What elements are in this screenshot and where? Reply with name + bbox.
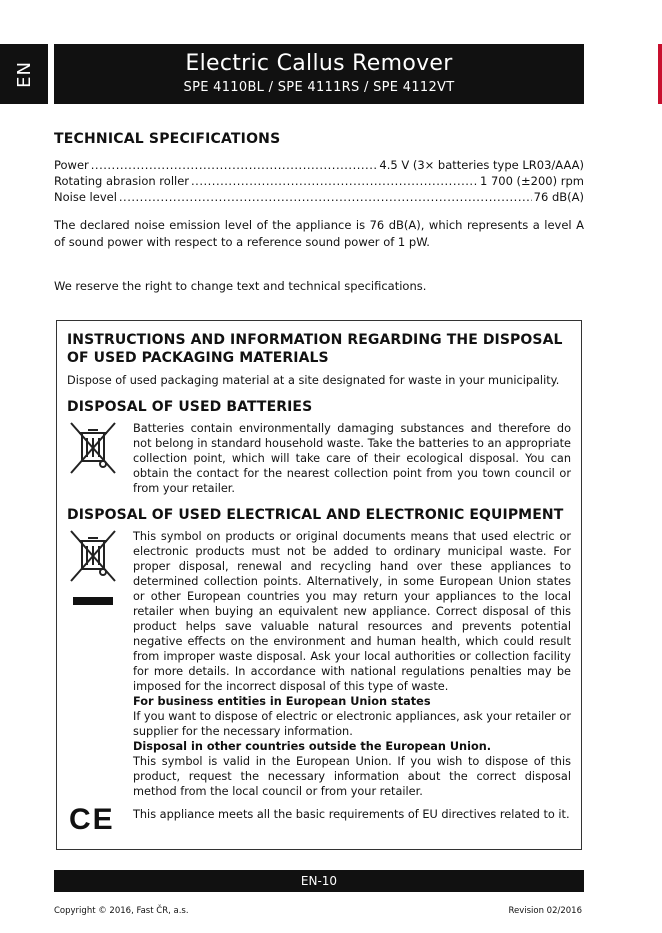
leader-dots <box>119 190 532 204</box>
weee-text: This symbol on products or original documents means that used electric or electronic products must not be added to ordinary municipal waste. For proper disposal, renewal and recycling hand over these appliances to determined collection points. Alternatively, in some European Union states or other European countries you may return your appliances to the local retailer when buying an equivalent new appliance. Correct disposal of this product helps save valuable natural resources and prevents potential negative effects on the environment and human health, which could result from improper waste disposal. Ask your local authorities or collection facility for more details. In accordance with national regulations penalties may be imposed for the incorrect disposal of this type of waste. <box>133 530 571 693</box>
batteries-text: Batteries contain environmentally damaging substances and therefore do not belong in standard household waste. Take the batteries to an appropriate collection point, which will take care of their ecological disposal. You can obtain the contact for the nearest collection point from you town council or from your retailer. <box>133 422 571 495</box>
revision: Revision 02/2016 <box>508 906 582 916</box>
weee-bar-icon <box>73 597 113 605</box>
spec-row-power <box>54 156 584 172</box>
business-title: For business entities in European Union states <box>133 695 431 708</box>
reserve-note: We reserve the right to change text and technical specifications. <box>54 279 427 293</box>
spec-label: Noise level <box>54 190 117 204</box>
batteries-section <box>67 399 571 495</box>
weee-text-block <box>133 529 571 799</box>
crossed-bin-icon <box>67 421 119 481</box>
batteries-title: DISPOSAL OF USED BATTERIES <box>67 399 313 415</box>
noise-note: The declared noise emission level of the appliance is 76 dB(A), which represents a level A of sound power with respect to a reference sound power of 1 pW. <box>54 218 584 249</box>
page-number-bar <box>54 870 584 892</box>
ce-mark-icon: CE <box>69 803 115 836</box>
crossed-bin-icon <box>67 529 119 589</box>
product-title: Electric Callus Remover <box>185 51 453 76</box>
leader-dots <box>91 158 378 172</box>
copyright: Copyright © 2016, Fast ČR, a.s. <box>54 906 189 916</box>
leader-dots <box>191 174 478 188</box>
weee-section <box>67 507 571 798</box>
packaging-title: INSTRUCTIONS AND INFORMATION REGARDING THE DISPOSAL OF USED PACKAGING MATERIALS <box>67 332 563 366</box>
spec-value: 4.5 V (3× batteries type LR03/AAA) <box>379 158 584 172</box>
spec-label: Rotating abrasion roller <box>54 174 190 188</box>
packaging-text: Dispose of used packaging material at a site designated for waste in your municipality. <box>67 374 560 387</box>
header-banner <box>54 44 584 104</box>
model-numbers: SPE 4110BL / SPE 4111RS / SPE 4112VT <box>183 80 455 95</box>
page-number: EN-10 <box>300 874 338 888</box>
specs-title: TECHNICAL SPECIFICATIONS <box>54 131 281 147</box>
language-tab <box>0 44 48 104</box>
business-text: If you want to dispose of electric or electronic appliances, ask your retailer or supplier for the necessary information. <box>133 710 571 738</box>
spec-row-roller <box>54 172 584 188</box>
language-code: EN <box>13 60 35 88</box>
spec-value: 1 700 (±200) rpm <box>479 174 584 188</box>
edge-marker <box>658 44 662 104</box>
other-countries-title: Disposal in other countries outside the European Union. <box>133 740 492 753</box>
spec-value: 76 dB(A) <box>533 190 584 204</box>
other-countries-text: This symbol is valid in the European Union. If you wish to dispose of this product, request the necessary information about the correct disposal method from the local council or from your retailer. <box>133 755 571 798</box>
spec-row-noise <box>54 188 584 204</box>
packaging-section <box>67 331 571 388</box>
disposal-box <box>56 320 582 850</box>
ce-text: This appliance meets all the basic requirements of EU directives related to it. <box>133 808 570 821</box>
spec-label: Power <box>54 158 89 172</box>
weee-title: DISPOSAL OF USED ELECTRICAL AND ELECTRONIC EQUIPMENT <box>67 507 564 523</box>
